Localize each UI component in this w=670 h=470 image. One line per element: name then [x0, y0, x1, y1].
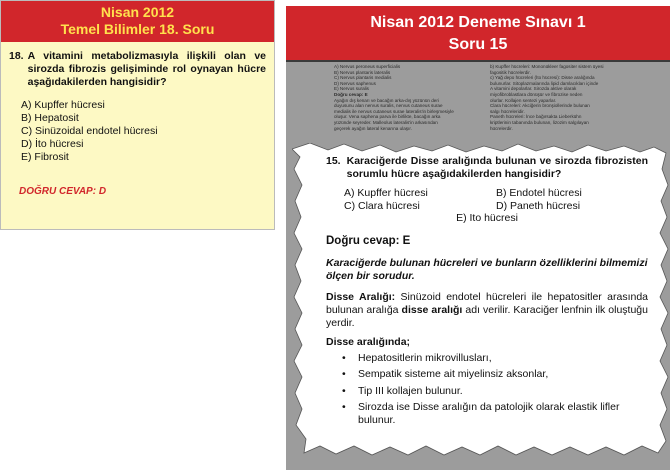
right-header-line1: Nisan 2012 Deneme Sınavı 1 — [370, 14, 586, 31]
main-options — [344, 187, 648, 212]
explanation-intro: Karaciğerde bulunan hücreleri ve bunların özelliklerini bilmemizi ölçen bir sorudur. — [326, 256, 648, 282]
background-right-column — [490, 64, 640, 131]
bg-left-line: A) Nervus peroneus superficialis — [334, 64, 401, 69]
main-question-text: Karaciğerde Disse aralığında bulunan ve sirozda fibrozisten sorumlu hücre aşağıdakilerden hangisidir? — [346, 155, 648, 180]
bg-left-line: Ayağın dış kenarı ve bacağın arka-dış yüzünün deri — [334, 97, 439, 103]
bg-right-line: olurlar. Kollajen sentezi yaparlar. — [490, 97, 557, 103]
bg-left-line: Doğru cevap: E — [334, 91, 368, 97]
bg-left-line: medialis ile nervus cutaneus surae lateralis'in birleşmesiyle — [334, 108, 454, 114]
bg-left-line: yüzünde seyreder. Malleolus lateralis'in arkasından — [334, 119, 438, 125]
main-question — [326, 155, 648, 181]
bg-right-line: fagositik hücrelerdir. — [490, 69, 531, 75]
main-answer: Doğru cevap: E — [326, 234, 411, 247]
list-item: • Tip III kollajen bulunur. — [342, 385, 648, 398]
right-header-line2: Soru 15 — [448, 36, 508, 53]
disse-label: Disse Aralığı: — [326, 290, 396, 303]
bg-left-line: duyusunu alan nervus suralis, nervus cutaneus surae — [334, 103, 443, 109]
bg-right-line: kriptlerinin tabanında bulunan, lizozim salgılayan — [490, 119, 589, 125]
left-card-header — [1, 1, 274, 42]
list-item: • Sirozda ise Disse aralığın da patolojik olarak elastik lifler bulunur. — [342, 401, 648, 426]
disse-text-1: Sinüzoid endotel hücreleri ile hepatositler arasında bulunan aralığa — [326, 290, 649, 316]
disse-heading: Disse aralığında; — [326, 335, 411, 348]
bg-left-line: C) Nervus plantaris medialis — [334, 75, 392, 81]
left-option-a: A) Kupffer hücresi — [21, 99, 105, 111]
left-header-line1: Nisan 2012 — [100, 4, 175, 20]
main-question-number: 15. — [326, 155, 341, 167]
left-option-e: E) Fibrosit — [21, 151, 69, 163]
bg-left-line: B) Nervus plantaris lateralis — [334, 69, 391, 75]
list-item: • Hepatositlerin mikrovillusları, — [342, 352, 648, 365]
bg-right-line: hücrelerdir. — [490, 125, 513, 131]
main-option-a: A) Kupffer hücresi — [344, 187, 428, 199]
bg-left-line: D) Nervus saphenus — [334, 80, 376, 86]
disse-bold-term: disse aralığı — [401, 303, 463, 316]
bg-right-line: Clara hücreleri: Akciğerin bronşiollerinde bulunan — [490, 103, 590, 109]
left-option-b: B) Hepatosit — [21, 112, 79, 124]
bg-right-line: A vitamini depolarlar. Sirozda aktive olarak — [490, 86, 577, 92]
left-option-d: D) İto hücresi — [21, 138, 84, 150]
disse-bullet-list — [326, 352, 648, 427]
bg-right-line: Paneth hücreleri: İnce bağırsakta Lieberkühn — [490, 114, 582, 120]
disse-paragraph — [326, 291, 648, 330]
bg-left-line: E) Nervus suralis — [334, 86, 369, 92]
main-option-e: E) Ito hücresi — [456, 212, 518, 224]
left-question-text: A vitamini metabolizmasıyla ilişkili olan ve sirozda fibrozis gelişiminde rol oynayan hücre aşağıdakilerden hangisidir? — [27, 50, 266, 88]
left-question-number: 18. — [9, 50, 24, 62]
list-item: • Sempatik sisteme ait miyelinsiz aksonlar, — [342, 368, 648, 381]
bg-right-line: b) Kupffer hücreleri: Mononükleer fagositer sistem üyesi — [490, 64, 604, 69]
bg-right-line: c) Yağ depo hücreleri (İto hücresi): Disse aralığında — [490, 75, 595, 81]
background-left-column — [334, 64, 484, 131]
bg-left-line: geçerek ayağın lateral kenarına ulaşır. — [334, 125, 412, 131]
torn-paper-overlay — [292, 143, 670, 461]
main-option-b: B) Endotel hücresi — [496, 187, 582, 199]
bg-left-line: oluşur. Vena saphena parva ile birlikte, bacağın arka — [334, 114, 441, 120]
main-option-c: C) Clara hücresi — [344, 199, 420, 212]
main-option-d: D) Paneth hücresi — [496, 199, 581, 212]
disse-text-2: adı verilir. Karaciğer lenfnin ilk oluştuğu yerdir. — [326, 303, 648, 329]
bg-right-line: bulunurlar. Sitoplazmalarında lipid damlacıkları içinde — [490, 80, 599, 86]
left-options — [21, 99, 266, 164]
left-answer: DOĞRU CEVAP: D — [19, 186, 107, 197]
right-page-header — [286, 6, 670, 60]
left-question-card — [0, 0, 275, 230]
left-question — [9, 50, 266, 89]
bg-right-line: miyofibroblastlara dönüşür ve fibrozise neden — [490, 91, 583, 97]
left-option-c: C) Sinüzoidal endotel hücresi — [21, 125, 158, 137]
left-header-line2: Temel Bilimler 18. Soru — [60, 21, 215, 37]
bg-right-line: salgı hücreleridir. — [490, 108, 525, 114]
